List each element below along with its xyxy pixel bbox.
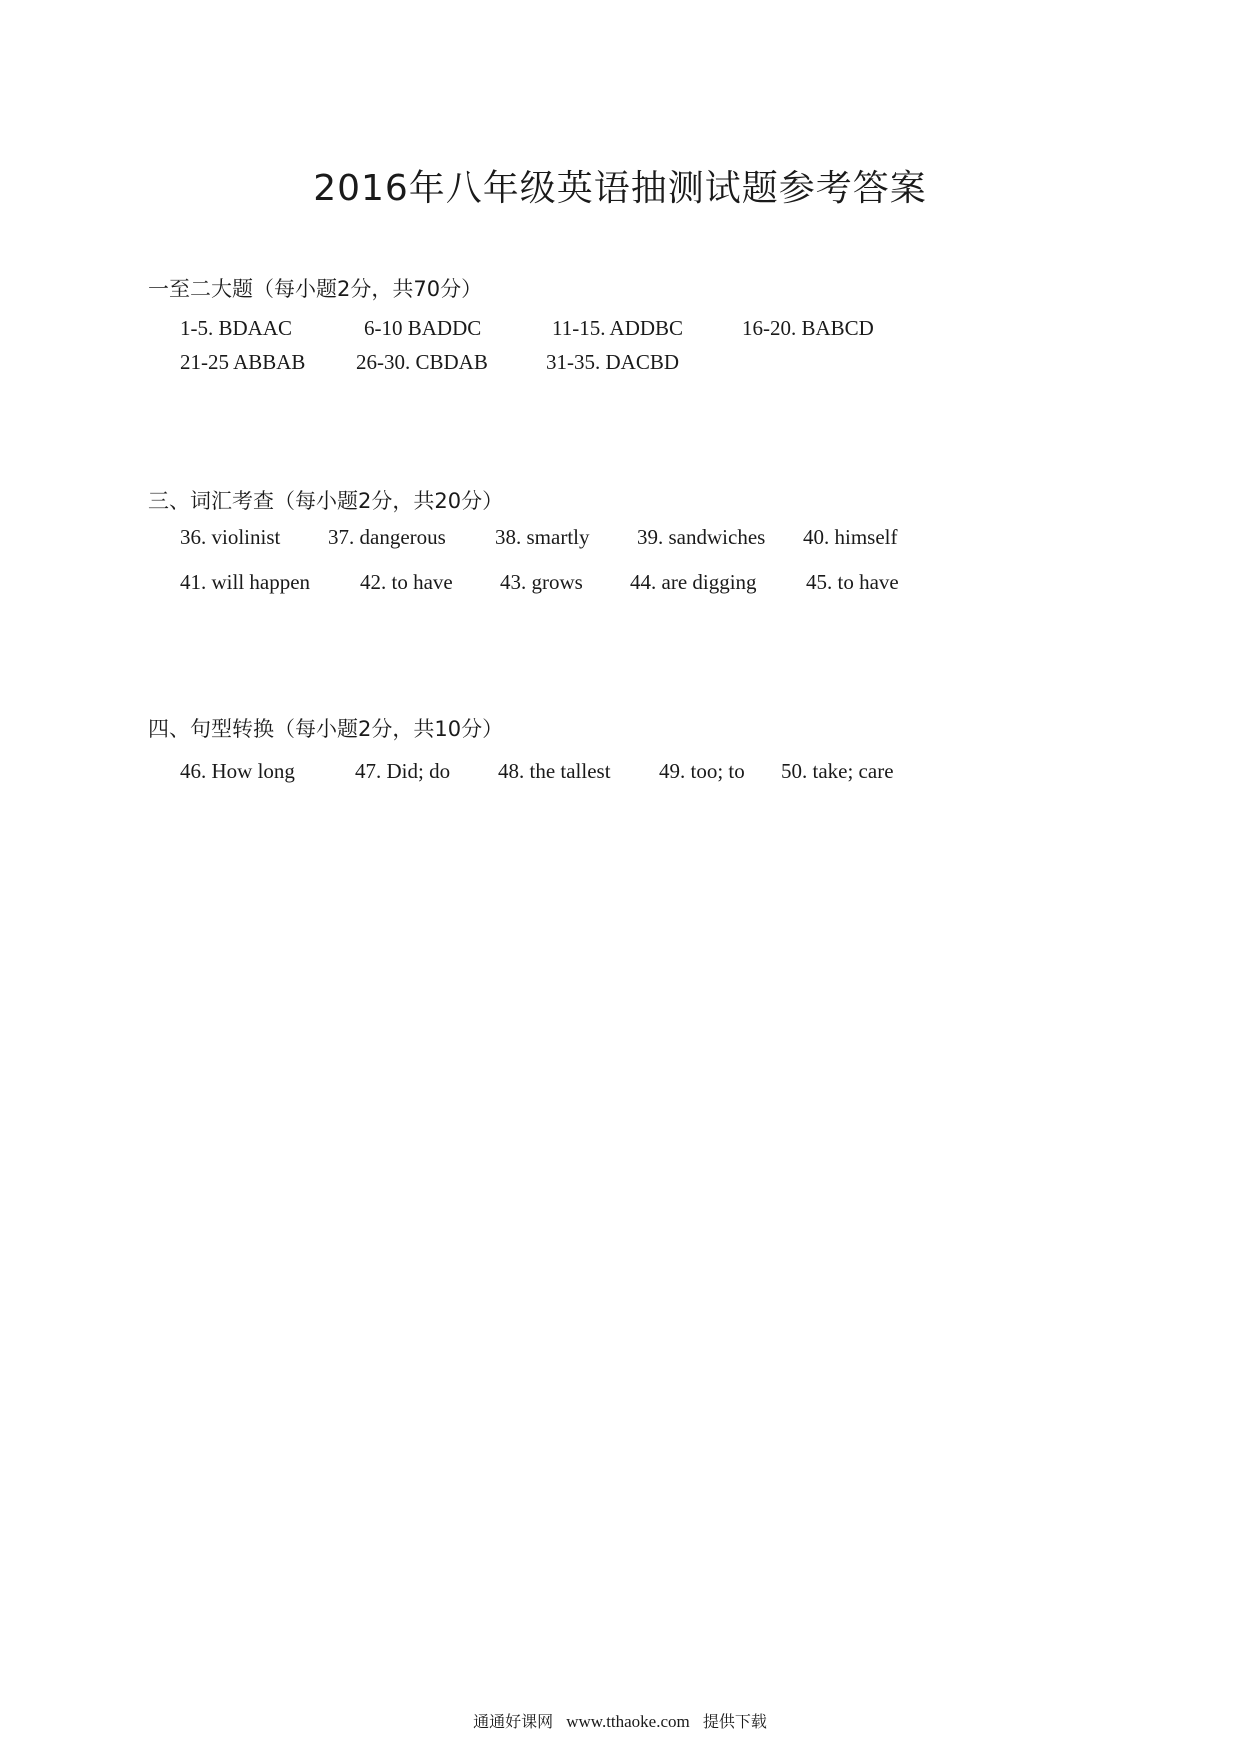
answer-item: 46. How long xyxy=(180,759,295,783)
answer-item: 6-10 BADDC xyxy=(364,316,482,340)
answer-item: 39. sandwiches xyxy=(637,525,766,549)
footer-site-name: 通通好课网 xyxy=(473,1712,554,1731)
answer-item: 26-30. CBDAB xyxy=(356,350,488,374)
answer-item: 41. will happen xyxy=(180,570,311,594)
page-footer xyxy=(0,1709,1240,1732)
answer-row xyxy=(0,350,1240,380)
answer-item: 21-25 ABBAB xyxy=(180,350,306,374)
answer-item: 49. too; to xyxy=(659,759,745,783)
section-heading-sentence-transformation: 四、句型转换（每小题2分，共10分） xyxy=(148,717,504,741)
answer-item: 11-15. ADDBC xyxy=(552,316,684,340)
answer-row xyxy=(0,525,1240,555)
answer-item: 44. are digging xyxy=(630,570,757,594)
answer-item: 36. violinist xyxy=(180,525,281,549)
answer-item: 40. himself xyxy=(803,525,898,549)
answer-item: 31-35. DACBD xyxy=(546,350,680,374)
answer-item: 45. to have xyxy=(806,570,899,594)
footer-suffix: 提供下载 xyxy=(702,1712,767,1731)
answer-item: 16-20. BABCD xyxy=(742,316,874,340)
answer-item: 43. grows xyxy=(500,570,583,594)
answer-item: 50. take; care xyxy=(781,759,894,783)
section-heading-mcq: 一至二大题（每小题2分，共70分） xyxy=(148,277,483,301)
answer-item: 38. smartly xyxy=(495,525,590,549)
section-heading-vocabulary: 三、词汇考查（每小题2分，共20分） xyxy=(148,489,504,513)
answer-item: 1-5. BDAAC xyxy=(180,316,293,340)
answer-item: 47. Did; do xyxy=(355,759,451,783)
answer-item: 37. dangerous xyxy=(328,525,446,549)
answer-row xyxy=(0,759,1240,789)
answer-item: 48. the tallest xyxy=(498,759,611,783)
page-title: 2016年八年级英语抽测试题参考答案 xyxy=(313,168,927,209)
footer-url[interactable]: www.tthaoke.com xyxy=(566,1712,690,1731)
answer-row xyxy=(0,570,1240,600)
answer-row xyxy=(0,316,1240,346)
answer-item: 42. to have xyxy=(360,570,453,594)
